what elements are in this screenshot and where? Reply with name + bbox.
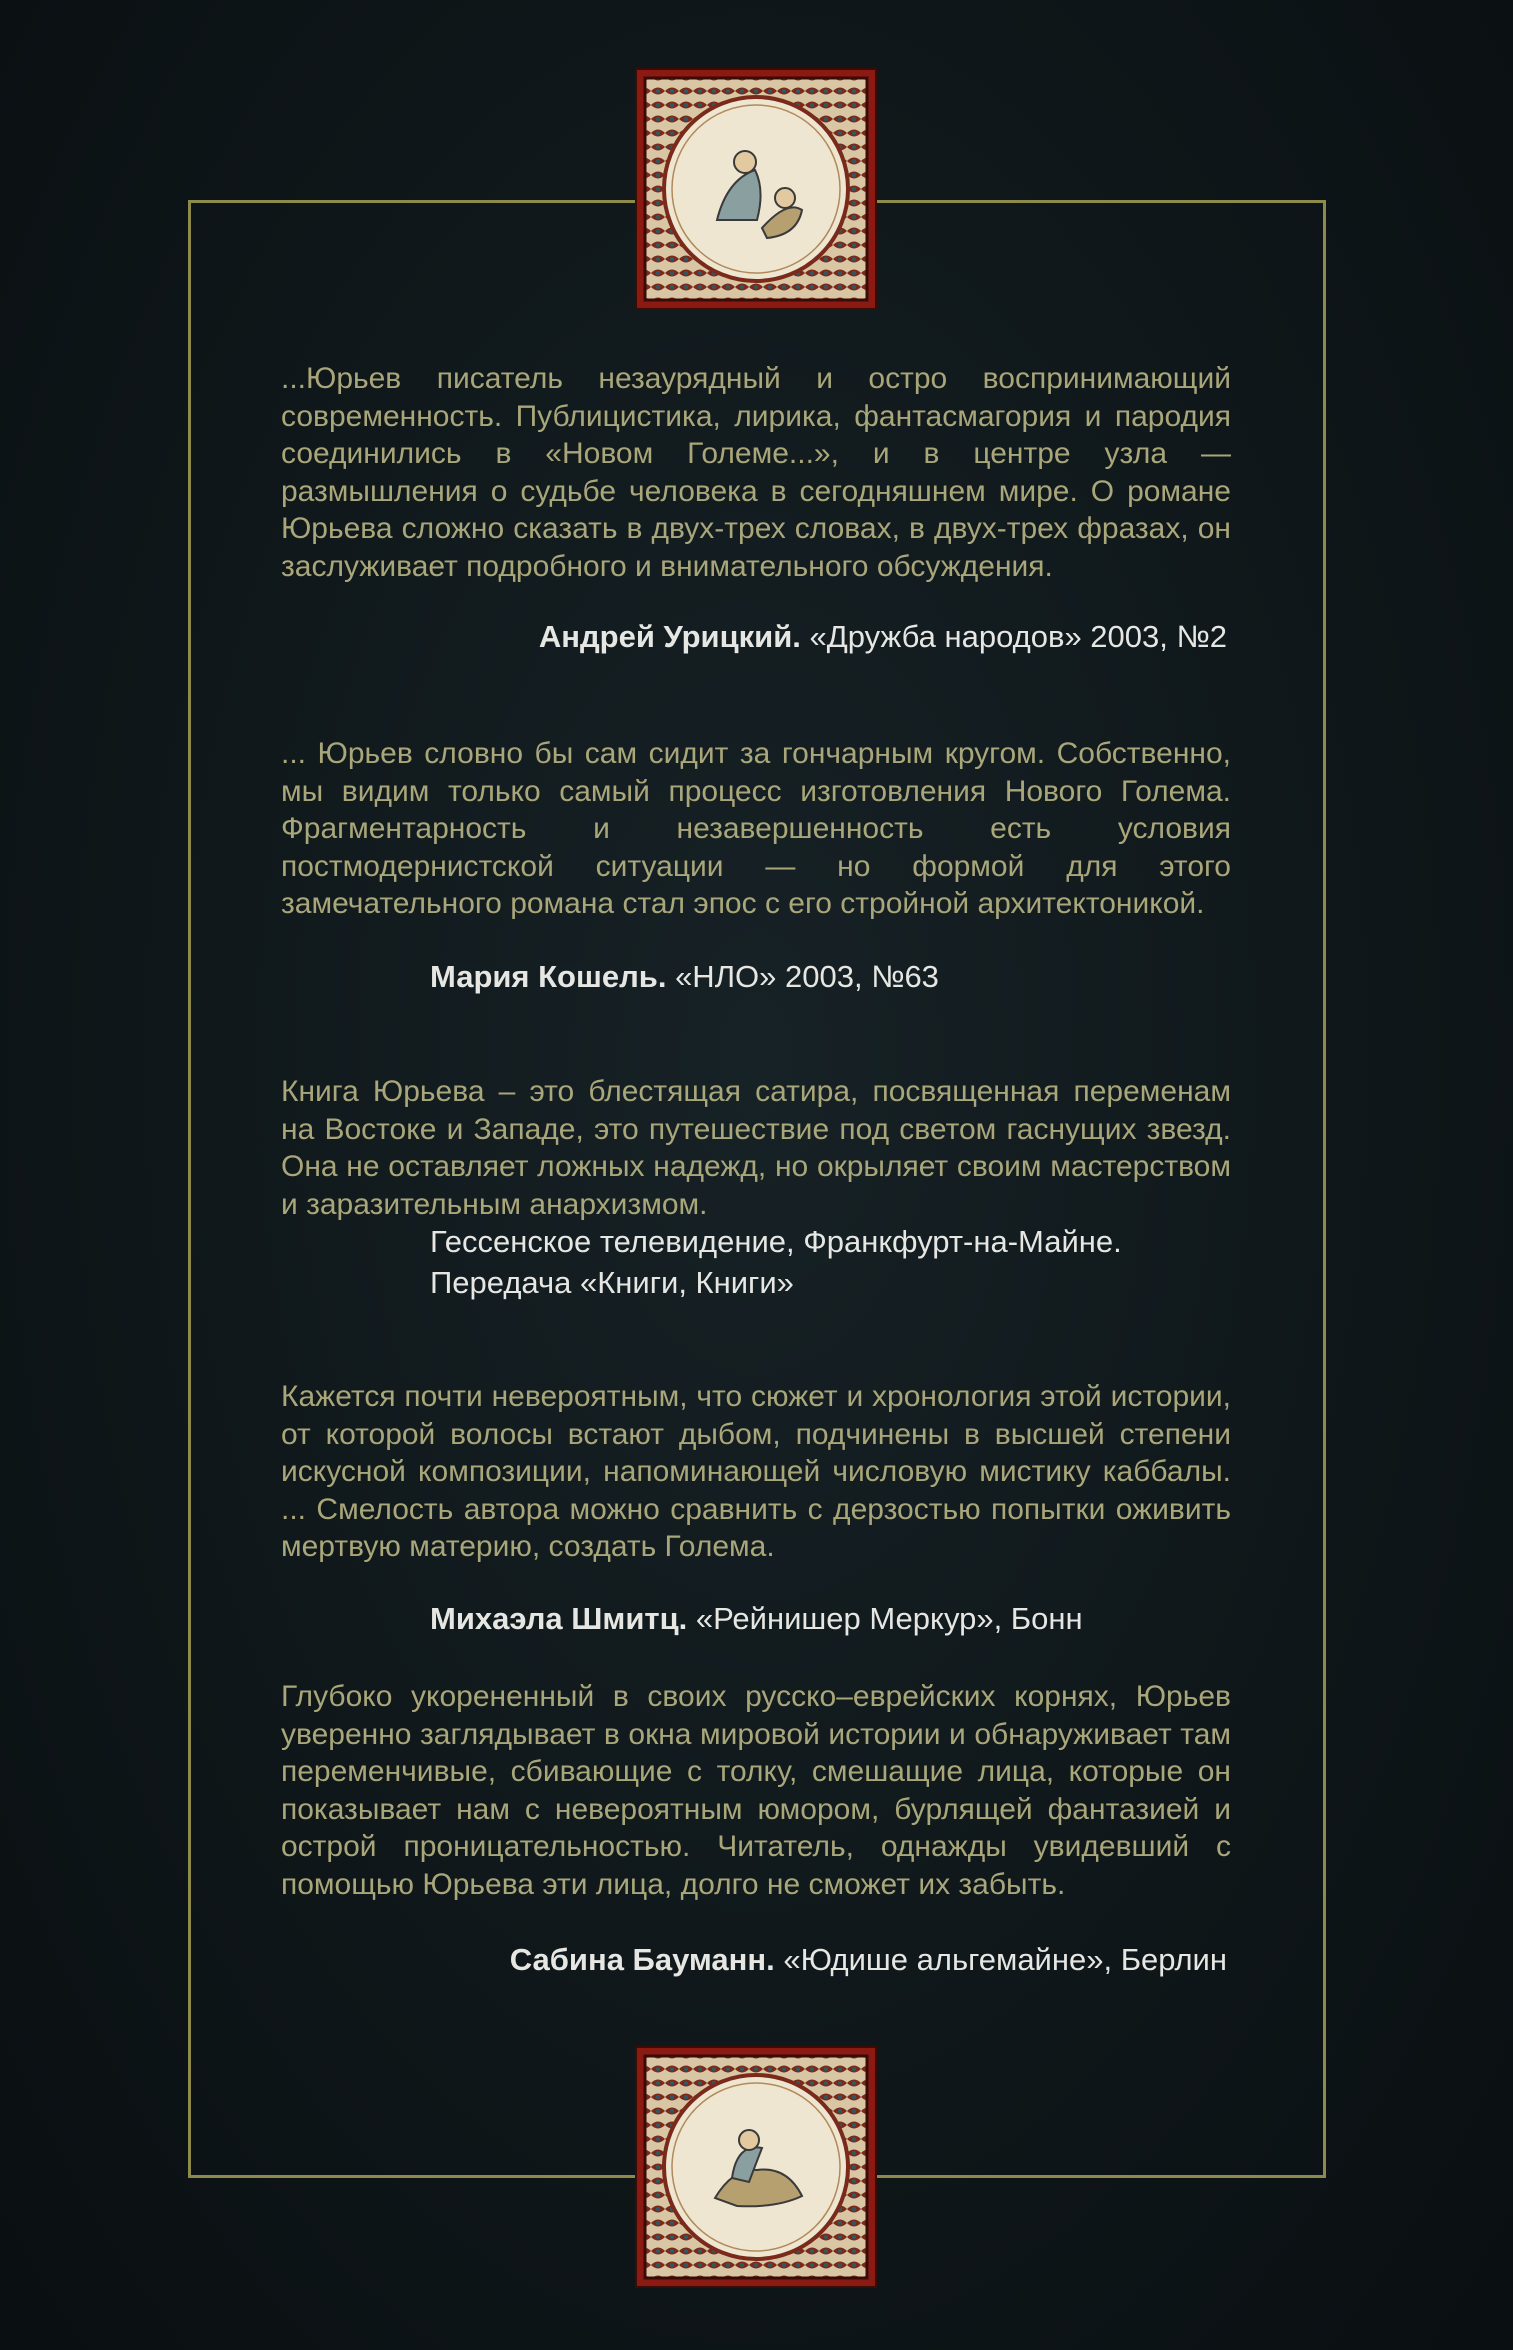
top-medallion-ornament	[637, 70, 875, 308]
review-source-4: «Рейнишер Меркур», Бонн	[695, 1601, 1083, 1636]
review-source-5: «Юдише альгемайне», Берлин	[783, 1942, 1227, 1977]
review-text-4: Кажется почти невероятным, что сюжет и хронология этой истории, от которой волосы встают дыбом, подчинены в высшей степени искусной композиции, напоминающей числовую мистику каббалы. ... Смелость автора можно сравнить с дерзостью попытки оживить мертвую материю, создать Голема.	[281, 1380, 1231, 1563]
review-author-4: Михаэла Шмитц.	[430, 1601, 688, 1636]
review-text-5: Глубоко укорененный в своих русско–еврейских корнях, Юрьев уверенно заглядывает в окна мировой истории и обнаруживает там переменчивые, сбивающие с толку, смешащие лица, которые он показывает нам с невероятным юмором, бурлящей фантазией и острой проницательностью. Читатель, однажды увидевший с помощью Юрьева эти лица, долго не сможет их забыть.	[281, 1680, 1231, 1901]
review-attribution-2	[430, 958, 939, 996]
review-text-3: Книга Юрьева – это блестящая сатира, посвященная переменам на Востоке и Западе, это путешествие под светом гаснущих звезд. Она не оставляет ложных надежд, но окрыляет своим мастерством и заразительным анархизмом.	[281, 1075, 1231, 1221]
review-author-5: Сабина Бауманн.	[509, 1942, 775, 1977]
review-attribution-1	[539, 618, 1227, 656]
review-source-2: «НЛО» 2003, №63	[675, 959, 939, 994]
review-author-2: Мария Кошель.	[430, 959, 667, 994]
review-source-1: «Дружба народов» 2003, №2	[809, 619, 1227, 654]
review-author-1: Андрей Урицкий.	[538, 619, 801, 654]
review-source-3-line1: Гессенское телевидение, Франкфурт-на-Майне.	[430, 1224, 1122, 1259]
bottom-medallion-ornament	[637, 2048, 875, 2286]
review-text-1: ...Юрьев писатель незаурядный и остро воспринимающий современность. Публицистика, лирика, фантасмагория и пародия соединились в «Новом Големе...», и в центре узла — размышления о судьбе человека в сегодняшнем мире. О романе Юрьева сложно сказать в двух-трех словах, в двух-трех фразах, он заслуживает подробного и внимательного обсуждения.	[281, 362, 1231, 583]
review-attribution-5	[510, 1941, 1227, 1979]
review-source-3-line2: Передача «Книги, Книги»	[430, 1265, 794, 1300]
review-attribution-4	[430, 1600, 1083, 1638]
review-text-2: ... Юрьев словно бы сам сидит за гончарным кругом. Собственно, мы видим только самый процесс изготовления Нового Голема. Фрагментарность и незавершенность есть условия постмодернистской ситуации — но формой для этого замечательного романа стал эпос с его стройной архитектоникой.	[281, 737, 1231, 920]
